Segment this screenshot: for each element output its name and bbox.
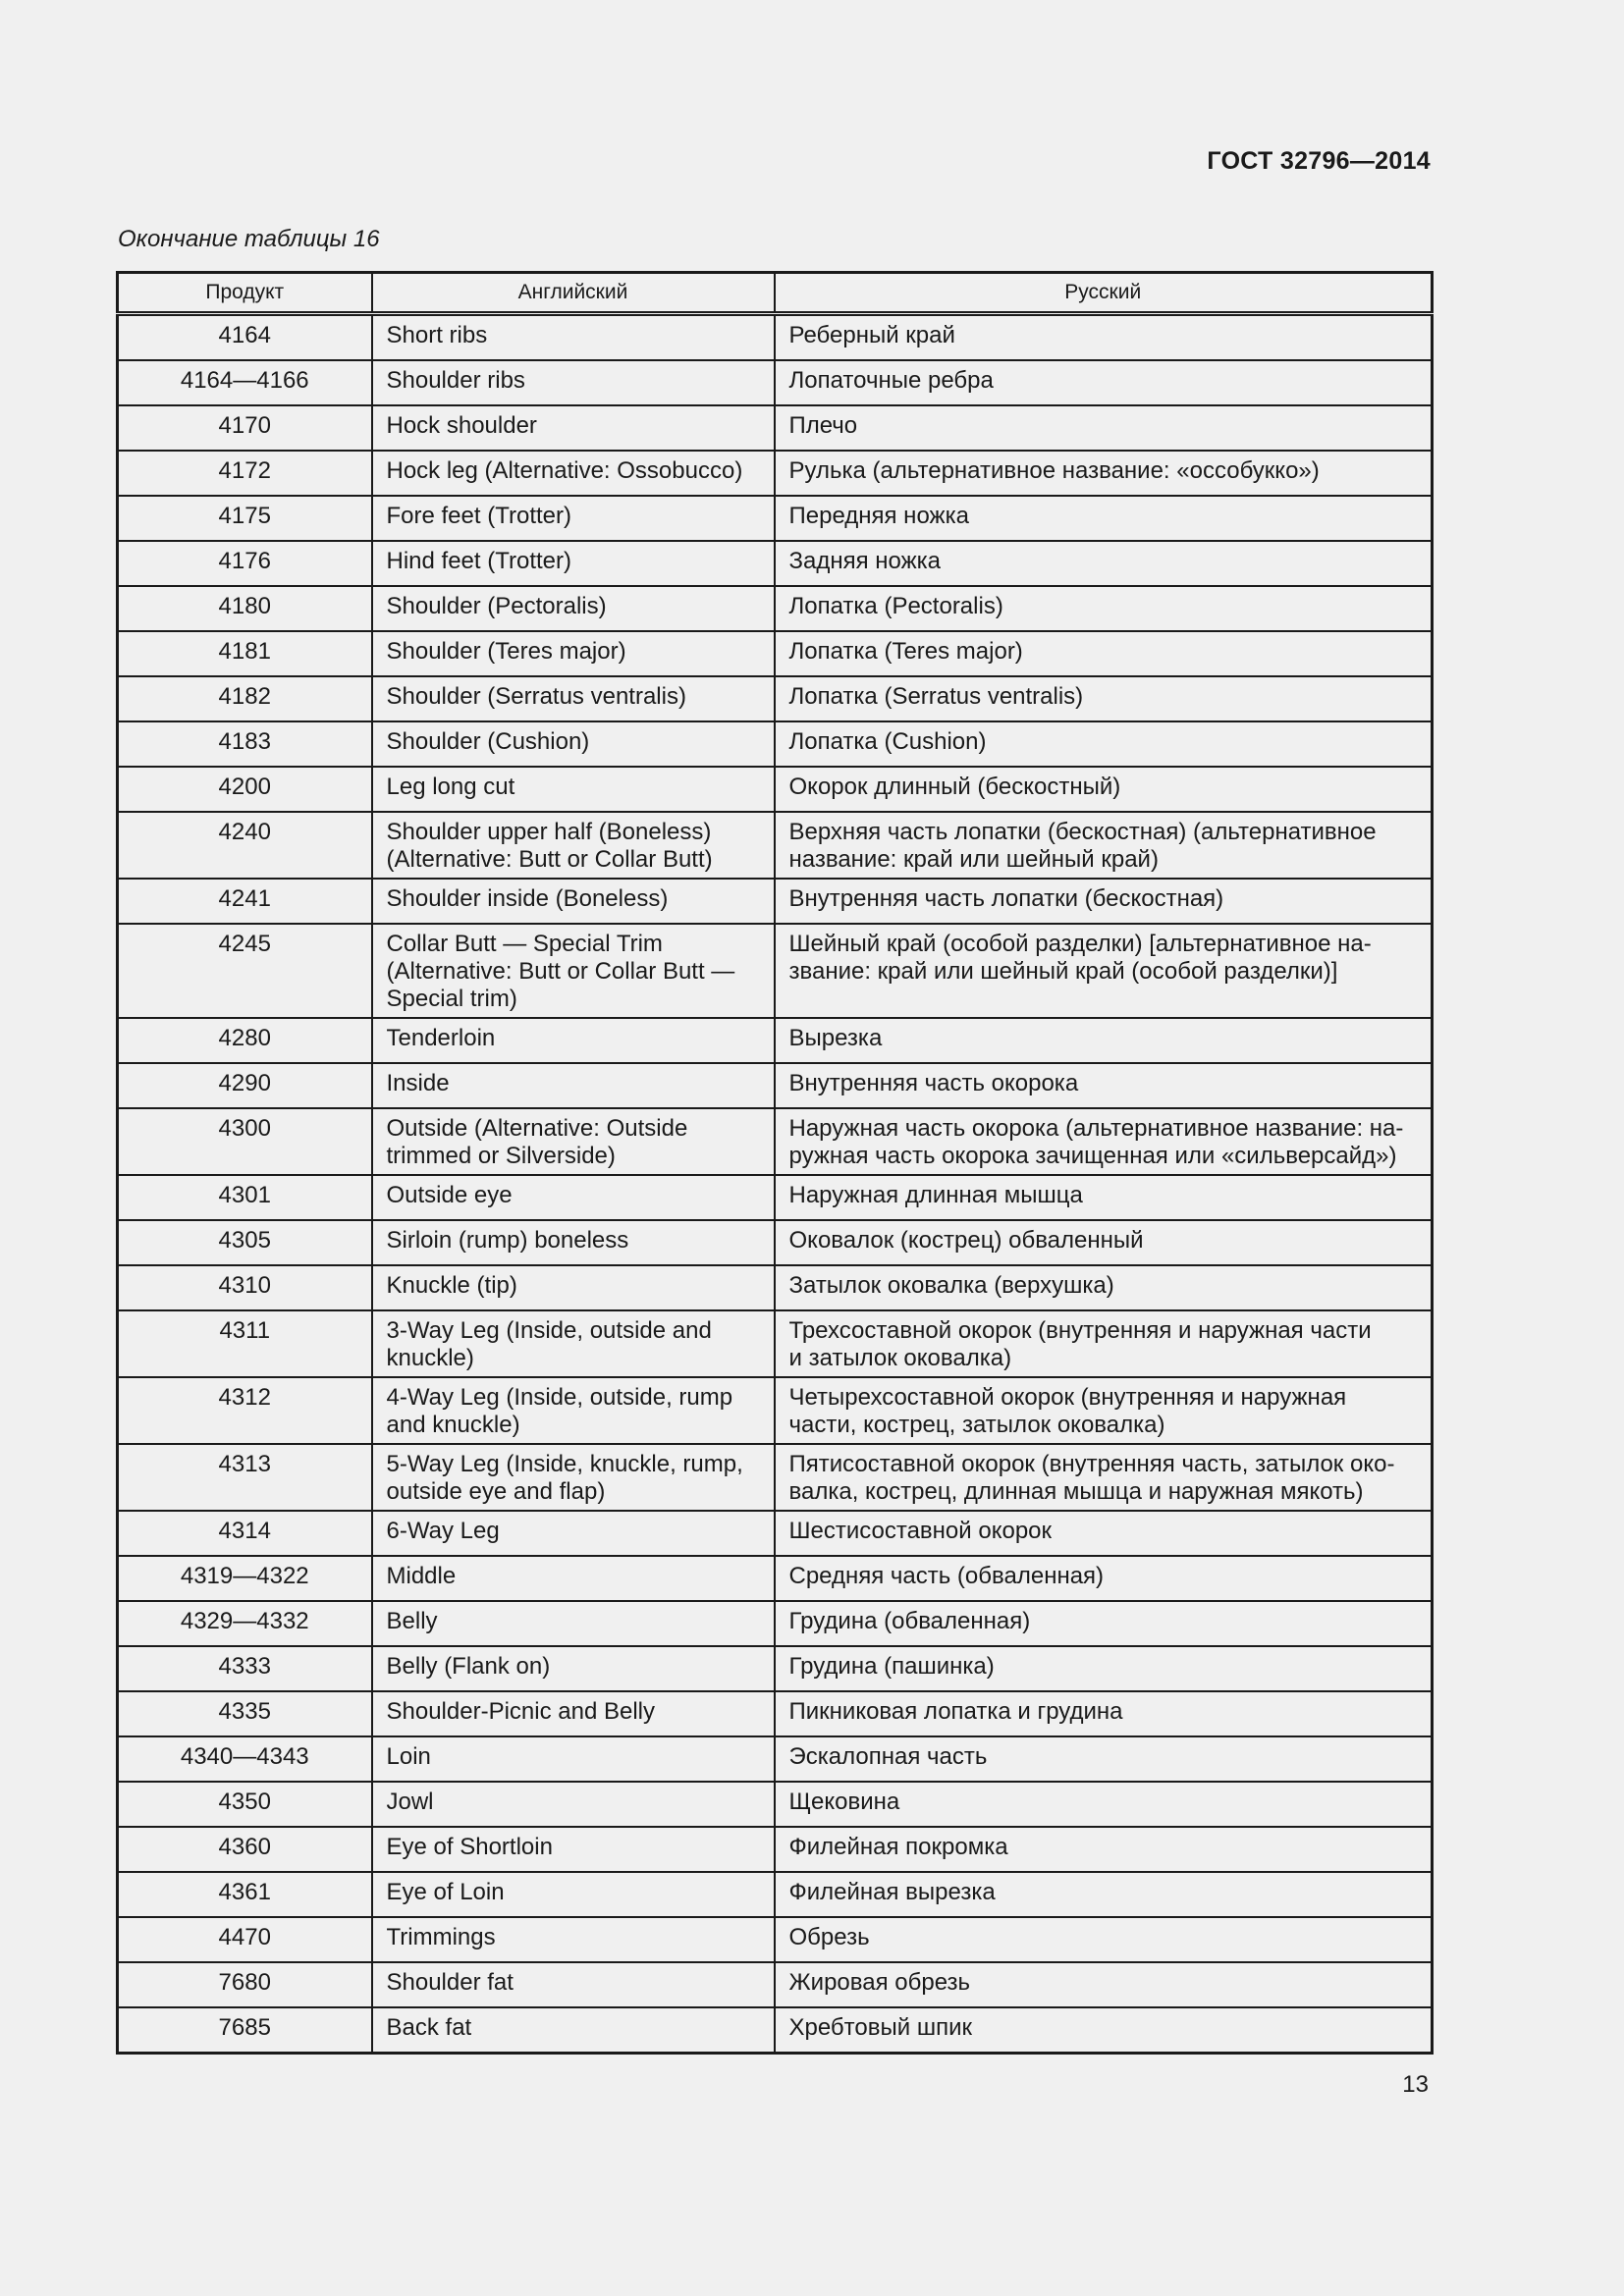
russian-name-cell: Вырезка <box>775 1018 1433 1063</box>
product-code-cell: 4301 <box>118 1175 372 1220</box>
english-name-cell: Shoulder upper half (Boneless) (Alternative: Butt or Collar Butt) <box>372 812 775 879</box>
english-name-cell: Hind feet (Trotter) <box>372 541 775 586</box>
product-code-cell: 4164 <box>118 314 372 361</box>
table-row <box>118 1691 1433 1736</box>
english-name-cell: 3-Way Leg (Inside, outside and knuckle) <box>372 1310 775 1377</box>
table-row <box>118 1018 1433 1063</box>
product-code-cell: 4240 <box>118 812 372 879</box>
product-code-cell: 4241 <box>118 879 372 924</box>
english-name-cell: Eye of Shortloin <box>372 1827 775 1872</box>
russian-name-cell: Пятисоставной окорок (внутренняя часть, затылок око- валка, кострец, длинная мышца и наружная мякоть) <box>775 1444 1433 1511</box>
table-row <box>118 1377 1433 1444</box>
product-code-cell: 4314 <box>118 1511 372 1556</box>
english-name-cell: Eye of Loin <box>372 1872 775 1917</box>
russian-name-cell: Затылок оковалка (верхушка) <box>775 1265 1433 1310</box>
table-row <box>118 1917 1433 1962</box>
product-code-cell: 4245 <box>118 924 372 1018</box>
russian-name-cell: Щековина <box>775 1782 1433 1827</box>
russian-name-cell: Рулька (альтернативное название: «оссобукко») <box>775 451 1433 496</box>
russian-name-cell: Передняя ножка <box>775 496 1433 541</box>
table-row <box>118 2007 1433 2054</box>
russian-name-cell: Обрезь <box>775 1917 1433 1962</box>
product-code-cell: 4170 <box>118 405 372 451</box>
russian-name-cell: Грудина (пашинка) <box>775 1646 1433 1691</box>
table-row <box>118 496 1433 541</box>
table-row <box>118 1827 1433 1872</box>
product-code-cell: 4329—4332 <box>118 1601 372 1646</box>
table-row <box>118 1601 1433 1646</box>
product-code-cell: 4310 <box>118 1265 372 1310</box>
product-code-cell: 4340—4343 <box>118 1736 372 1782</box>
product-code-cell: 4300 <box>118 1108 372 1175</box>
table-row <box>118 1556 1433 1601</box>
table-header-row <box>118 273 1433 314</box>
english-name-cell: Shoulder ribs <box>372 360 775 405</box>
russian-name-cell: Внутренняя часть лопатки (бескостная) <box>775 879 1433 924</box>
table-row <box>118 1220 1433 1265</box>
column-header-product: Продукт <box>118 273 372 314</box>
russian-name-cell: Эскалопная часть <box>775 1736 1433 1782</box>
product-code-cell: 4311 <box>118 1310 372 1377</box>
product-code-cell: 4290 <box>118 1063 372 1108</box>
table-row <box>118 721 1433 767</box>
russian-name-cell: Верхняя часть лопатки (бескостная) (альтернативное название: край или шейный край) <box>775 812 1433 879</box>
english-name-cell: Back fat <box>372 2007 775 2054</box>
product-code-cell: 4335 <box>118 1691 372 1736</box>
russian-name-cell: Средняя часть (обваленная) <box>775 1556 1433 1601</box>
english-name-cell: Belly (Flank on) <box>372 1646 775 1691</box>
russian-name-cell: Окорок длинный (бескостный) <box>775 767 1433 812</box>
table-row <box>118 676 1433 721</box>
product-code-cell: 4350 <box>118 1782 372 1827</box>
document-code: ГОСТ 32796—2014 <box>1207 147 1431 175</box>
product-code-cell: 4313 <box>118 1444 372 1511</box>
english-name-cell: Knuckle (tip) <box>372 1265 775 1310</box>
page-number: 13 <box>1402 2071 1429 2098</box>
product-code-cell: 4172 <box>118 451 372 496</box>
english-name-cell: Belly <box>372 1601 775 1646</box>
product-code-cell: 4164—4166 <box>118 360 372 405</box>
english-name-cell: Middle <box>372 1556 775 1601</box>
table-row <box>118 631 1433 676</box>
english-name-cell: Trimmings <box>372 1917 775 1962</box>
product-code-cell: 4319—4322 <box>118 1556 372 1601</box>
russian-name-cell: Внутренняя часть окорока <box>775 1063 1433 1108</box>
table-row <box>118 1962 1433 2007</box>
english-name-cell: Short ribs <box>372 314 775 361</box>
table-row <box>118 541 1433 586</box>
table-row <box>118 1444 1433 1511</box>
table-row <box>118 314 1433 361</box>
russian-name-cell: Филейная вырезка <box>775 1872 1433 1917</box>
russian-name-cell: Жировая обрезь <box>775 1962 1433 2007</box>
english-name-cell: Shoulder (Pectoralis) <box>372 586 775 631</box>
table-row <box>118 586 1433 631</box>
english-name-cell: Outside (Alternative: Outside trimmed or Silverside) <box>372 1108 775 1175</box>
product-code-cell: 7680 <box>118 1962 372 2007</box>
english-name-cell: Collar Butt — Special Trim (Alternative: Butt or Collar Butt — Special trim) <box>372 924 775 1018</box>
product-code-cell: 4181 <box>118 631 372 676</box>
english-name-cell: Sirloin (rump) boneless <box>372 1220 775 1265</box>
russian-name-cell: Лопатка (Cushion) <box>775 721 1433 767</box>
russian-name-cell: Четырехсоставной окорок (внутренняя и наружная части, кострец, затылок оковалка) <box>775 1377 1433 1444</box>
russian-name-cell: Лопатка (Pectoralis) <box>775 586 1433 631</box>
table-row <box>118 1265 1433 1310</box>
english-name-cell: Tenderloin <box>372 1018 775 1063</box>
russian-name-cell: Лопатка (Teres major) <box>775 631 1433 676</box>
russian-name-cell: Наружная часть окорока (альтернативное название: на- ружная часть окорока зачищенная или «сильверсайд») <box>775 1108 1433 1175</box>
english-name-cell: Leg long cut <box>372 767 775 812</box>
table-row <box>118 1646 1433 1691</box>
russian-name-cell: Хребтовый шпик <box>775 2007 1433 2054</box>
table-row <box>118 1736 1433 1782</box>
russian-name-cell: Реберный край <box>775 314 1433 361</box>
english-name-cell: Shoulder fat <box>372 1962 775 2007</box>
english-name-cell: Loin <box>372 1736 775 1782</box>
product-code-cell: 7685 <box>118 2007 372 2054</box>
table-row <box>118 1310 1433 1377</box>
english-name-cell: Outside eye <box>372 1175 775 1220</box>
table-row <box>118 360 1433 405</box>
product-code-cell: 4312 <box>118 1377 372 1444</box>
english-name-cell: Shoulder-Picnic and Belly <box>372 1691 775 1736</box>
table-row <box>118 451 1433 496</box>
product-code-cell: 4180 <box>118 586 372 631</box>
russian-name-cell: Плечо <box>775 405 1433 451</box>
product-code-cell: 4182 <box>118 676 372 721</box>
english-name-cell: Jowl <box>372 1782 775 1827</box>
table-row <box>118 1782 1433 1827</box>
english-name-cell: Fore feet (Trotter) <box>372 496 775 541</box>
russian-name-cell: Филейная покромка <box>775 1827 1433 1872</box>
russian-name-cell: Шейный край (особой разделки) [альтернативное на- звание: край или шейный край (особой разделки)] <box>775 924 1433 1018</box>
russian-name-cell: Пикниковая лопатка и грудина <box>775 1691 1433 1736</box>
product-code-cell: 4183 <box>118 721 372 767</box>
russian-name-cell: Трехсоставной окорок (внутренняя и наружная части и затылок оковалка) <box>775 1310 1433 1377</box>
table-row <box>118 924 1433 1018</box>
product-code-cell: 4360 <box>118 1827 372 1872</box>
table-row <box>118 879 1433 924</box>
english-name-cell: 6-Way Leg <box>372 1511 775 1556</box>
english-name-cell: Hock leg (Alternative: Ossobucco) <box>372 451 775 496</box>
product-code-cell: 4280 <box>118 1018 372 1063</box>
table-row <box>118 1108 1433 1175</box>
table-row <box>118 1063 1433 1108</box>
russian-name-cell: Задняя ножка <box>775 541 1433 586</box>
english-name-cell: Inside <box>372 1063 775 1108</box>
russian-name-cell: Лопатка (Serratus ventralis) <box>775 676 1433 721</box>
table-row <box>118 1872 1433 1917</box>
table-row <box>118 767 1433 812</box>
russian-name-cell: Грудина (обваленная) <box>775 1601 1433 1646</box>
english-name-cell: Shoulder (Cushion) <box>372 721 775 767</box>
russian-name-cell: Оковалок (кострец) обваленный <box>775 1220 1433 1265</box>
english-name-cell: Shoulder inside (Boneless) <box>372 879 775 924</box>
product-code-cell: 4333 <box>118 1646 372 1691</box>
russian-name-cell: Лопаточные ребра <box>775 360 1433 405</box>
english-name-cell: 4-Way Leg (Inside, outside, rump and knuckle) <box>372 1377 775 1444</box>
english-name-cell: Hock shoulder <box>372 405 775 451</box>
table-row <box>118 812 1433 879</box>
table-row <box>118 1511 1433 1556</box>
table-caption: Окончание таблицы 16 <box>118 226 380 252</box>
product-code-cell: 4175 <box>118 496 372 541</box>
column-header-russian: Русский <box>775 273 1433 314</box>
english-name-cell: Shoulder (Teres major) <box>372 631 775 676</box>
product-code-cell: 4470 <box>118 1917 372 1962</box>
english-name-cell: 5-Way Leg (Inside, knuckle, rump, outside eye and flap) <box>372 1444 775 1511</box>
product-code-cell: 4361 <box>118 1872 372 1917</box>
russian-name-cell: Наружная длинная мышца <box>775 1175 1433 1220</box>
product-code-cell: 4176 <box>118 541 372 586</box>
russian-name-cell: Шестисоставной окорок <box>775 1511 1433 1556</box>
product-code-cell: 4305 <box>118 1220 372 1265</box>
english-name-cell: Shoulder (Serratus ventralis) <box>372 676 775 721</box>
product-code-cell: 4200 <box>118 767 372 812</box>
column-header-english: Английский <box>372 273 775 314</box>
table-row <box>118 405 1433 451</box>
product-table <box>116 271 1434 2055</box>
table-row <box>118 1175 1433 1220</box>
table-body <box>118 314 1433 2054</box>
